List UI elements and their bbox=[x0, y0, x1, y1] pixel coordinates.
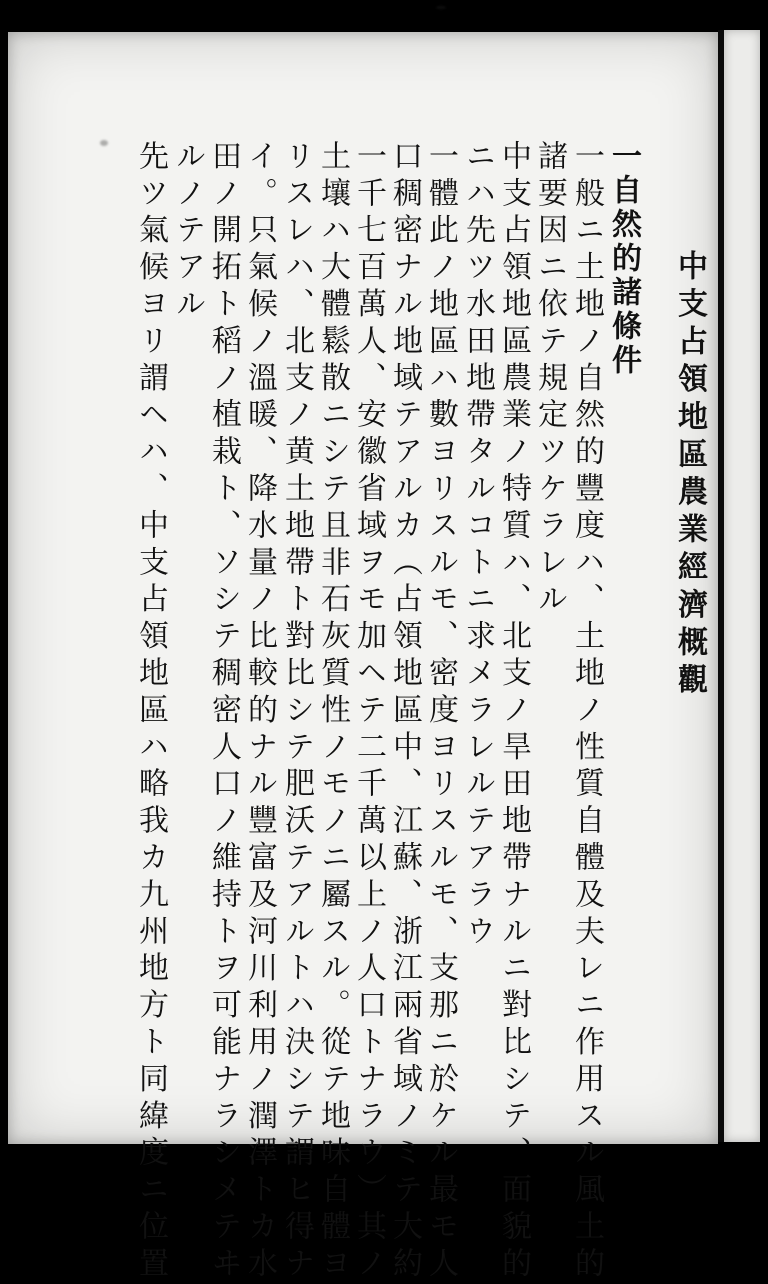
running-title: 中支占領地區農業經濟概觀 bbox=[672, 250, 707, 702]
ink-speck bbox=[436, 6, 446, 9]
document-page bbox=[8, 32, 718, 1284]
ink-speck bbox=[100, 140, 108, 146]
text-line-13: 先ツ氣候ヨリ謂ヘハ、中支占領地區ハ略我カ九州地方ト同緯度ニ位置 bbox=[133, 140, 168, 1284]
text-line-9: リスレハ、北支ノ黄土地帶ト對比シテ肥沃テアルトハ決シテ謂ヒ得ナ bbox=[279, 140, 314, 1284]
text-line-7: 一千七百萬人、安徽省域ヲモ加ヘテ二千萬以上ノ人口トナラウ）其ノ bbox=[351, 140, 386, 1284]
text-line-11: 田ノ開拓ト稻ノ植栽ト、ソシテ稠密人口ノ維持トヲ可能ナラシメテヰ bbox=[206, 140, 241, 1284]
text-line-3: 中支占領地區農業ノ特質ハ、北支ノ旱田地帶ナルニ對比シテ、面貌的 bbox=[496, 140, 531, 1284]
text-line-1: 一般ニ土地ノ自然的豐度ハ、土地ノ性質自體及夫レニ作用スル風土的 bbox=[569, 140, 604, 1284]
text-line-12: ルノテアル bbox=[170, 140, 205, 325]
facing-page-edge bbox=[724, 30, 760, 1142]
text-line-5: 一體此ノ地區ハ數ヨリスルモ、密度ヨリスルモ、支那ニ於ケル最モ人 bbox=[423, 140, 458, 1284]
section-heading: 一自然的諸條件 bbox=[606, 140, 641, 378]
text-line-2: 諸要因ニ依テ規定ツケラレル bbox=[532, 140, 567, 620]
text-line-4: ニハ先ツ水田地帶タルコトニ求メラレルテアラウ bbox=[460, 140, 495, 952]
text-line-10: イ。只氣候ノ溫暖、降水量ノ比較的ナル豐富及河川利用ノ潤澤トカ水 bbox=[242, 140, 277, 1284]
text-line-6: 口稠密ナル地域テアルカ（占領地區中、江蘇、浙江兩省域ノミテ大約 bbox=[387, 140, 422, 1284]
text-line-8: 土壤ハ大體鬆散ニシテ且非石灰質性ノモノニ屬スル。從テ地味自體ヨ bbox=[315, 140, 350, 1284]
